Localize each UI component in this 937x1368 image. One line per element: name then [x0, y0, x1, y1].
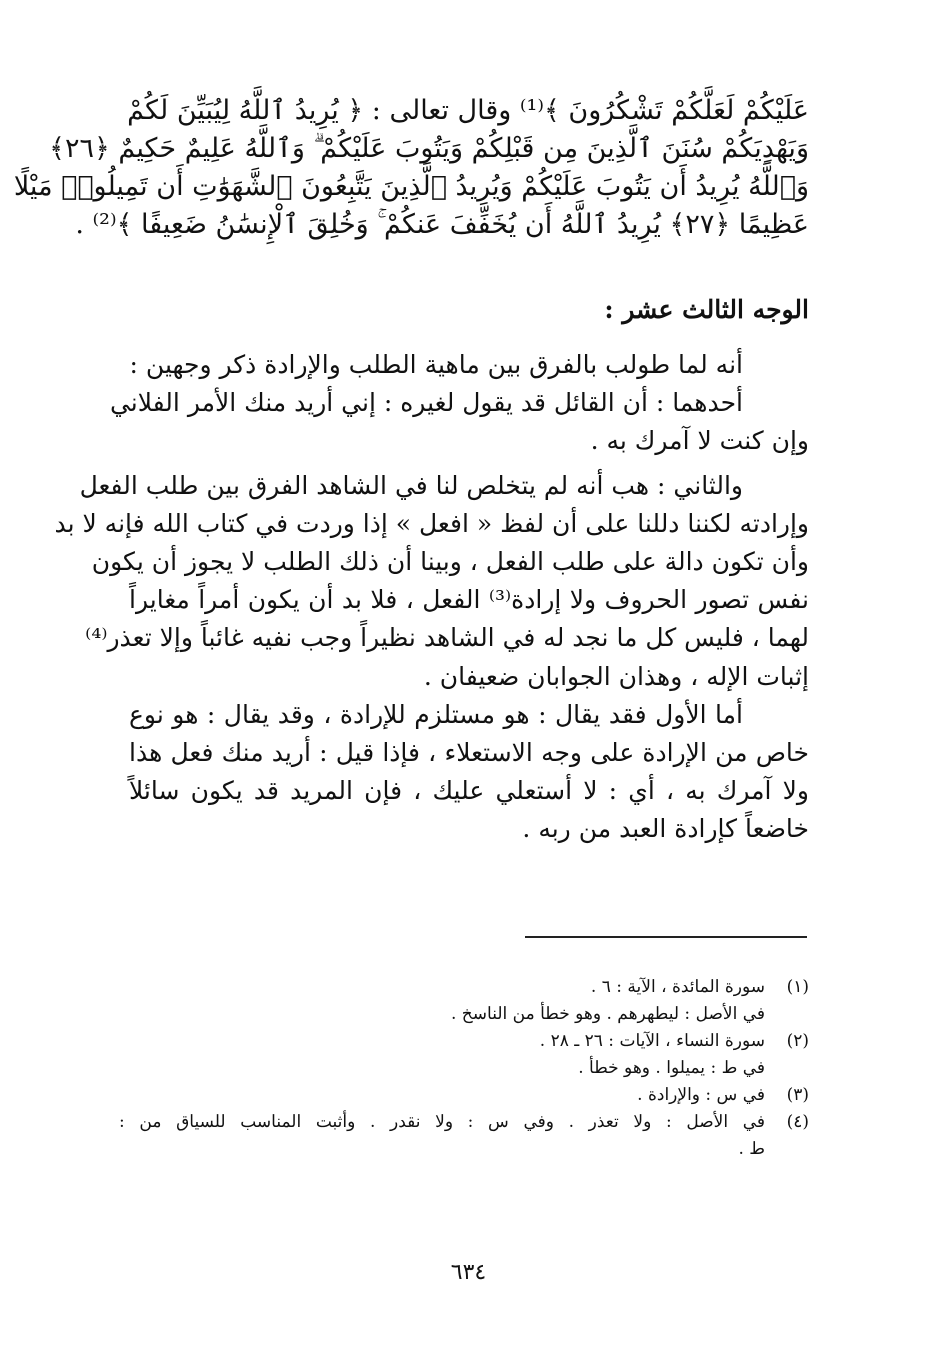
- footnote-text: سورة المائدة ، الآية : ٦ .: [590, 977, 765, 997]
- footnote-number: (٣): [786, 1085, 809, 1105]
- quran-line-3: وَٱللَّهُ يُرِيدُ أَن يَتُوبَ عَلَيْكُمْ وَيُرِيدُ ٱلَّذِينَ يَتَّبِعُونَ ٱلشَّهَوَٰتِ أَن تَمِيلُوا۟ مَيْلًا: [13, 171, 809, 202]
- body-text: [54, 346, 810, 849]
- paragraph-line: وأن تكون دالة على طلب الفعل ، وبينا أن ذلك الطلب لا يجوز أن يكون: [91, 547, 809, 577]
- page-number: ٦٣٤: [450, 1260, 487, 1285]
- footnote-number: (٢): [786, 1031, 809, 1051]
- paragraph-4: [129, 696, 809, 849]
- footnote-number: (٤): [786, 1112, 809, 1132]
- footnote-text: سورة النساء ، الآيات : ٢٦ ـ ٢٨ .: [539, 1031, 765, 1051]
- footnote-note: في ط : يميلوا . وهو خطأ .: [578, 1058, 765, 1078]
- paragraph-line: أنه لما طولب بالفرق بين ماهية الطلب والإرادة ذكر وجهين :: [129, 350, 743, 379]
- paragraph-line: لهما ، فليس كل ما نجد له في الشاهد نظيراً وجب نفيه غائباً وإلا تعذر⁽⁴⁾: [85, 623, 809, 653]
- footnote-text: في س : والإرادة .: [637, 1085, 765, 1105]
- paragraph-3: [54, 467, 810, 696]
- paragraph-line: وإرادته لكننا دللنا على أن لفظ « افعل » إذا وردت في كتاب الله فإنه لا بد: [54, 508, 809, 538]
- paragraph-2: [109, 384, 809, 460]
- paragraph-line: خاضعاً كإرادة العبد من ربه .: [522, 814, 809, 844]
- paragraph-line: خاص من الإرادة على وجه الاستعلاء ، فإذا قيل : أريد منك فعل هذا: [129, 738, 809, 768]
- footnote-text: في الأصل : ولا تعذر . وفي س : ولا نقدر . وأثبت المناسب للسياق من :: [119, 1112, 765, 1132]
- paragraph-line: نفس تصور الحروف ولا إرادة⁽³⁾ الفعل ، فلا بد أن يكون أمراً مغايراً: [129, 585, 810, 615]
- quran-verses: [13, 92, 809, 244]
- footnote-number: (١): [786, 977, 809, 997]
- footnote-4: [119, 1109, 809, 1136]
- footnote-2: [119, 1028, 809, 1055]
- paragraph-1: [129, 346, 809, 384]
- footnote-separator: [525, 936, 807, 938]
- paragraph-line: وإن كنت لا آمرك به .: [590, 426, 809, 456]
- footnote-continuation: ط .: [738, 1139, 765, 1159]
- footnote-note: في الأصل : ليطهرهم . وهو خطأ من الناسخ .: [450, 1004, 765, 1024]
- paragraph-line: ولا آمرك به ، أي : لا أستعلي عليك ، فإن المريد قد يكون سائلاً: [129, 776, 809, 806]
- footnote-1: [119, 974, 809, 1001]
- quran-line-1: عَلَيْكُمْ لَعَلَّكُمْ تَشْكُرُونَ ﴾⁽¹⁾ وقال تعالى : ﴿ يُرِيدُ ٱللَّهُ لِيُبَيِّنَ لَكُمْ: [127, 95, 809, 126]
- paragraph-line: إثبات الإله ، وهذان الجوابان ضعيفان .: [423, 661, 809, 691]
- quran-line-4: عَظِيمًا ﴿٢٧﴾ يُرِيدُ ٱللَّهُ أَن يُخَفِّفَ عَنكُمْ ۚ وَخُلِقَ ٱلْإِنسَٰنُ ضَعِيفًا ﴾⁽²⁾ .: [75, 209, 809, 240]
- paragraph-line: أما الأول فقد يقال : هو مستلزم للإرادة ، وقد يقال : هو نوع: [129, 699, 743, 729]
- section-heading: الوجه الثالث عشر :: [604, 295, 809, 324]
- footnotes: [119, 974, 809, 1163]
- footnote-3: [119, 1082, 809, 1109]
- paragraph-line: والثاني : هب أنه لم يتخلص لنا في الشاهد الفرق بين طلب الفعل: [79, 470, 743, 500]
- paragraph-line: أحدهما : أن القائل قد يقول لغيره : إني أريد منك الأمر الفلاني: [109, 388, 743, 418]
- quran-line-2: وَيَهْدِيَكُمْ سُنَنَ ٱلَّذِينَ مِن قَبْلِكُمْ وَيَتُوبَ عَلَيْكُمْ ۗ وَٱللَّهُ عَلِيمٌ حَكِيمٌ ﴿٢٦﴾: [49, 133, 809, 164]
